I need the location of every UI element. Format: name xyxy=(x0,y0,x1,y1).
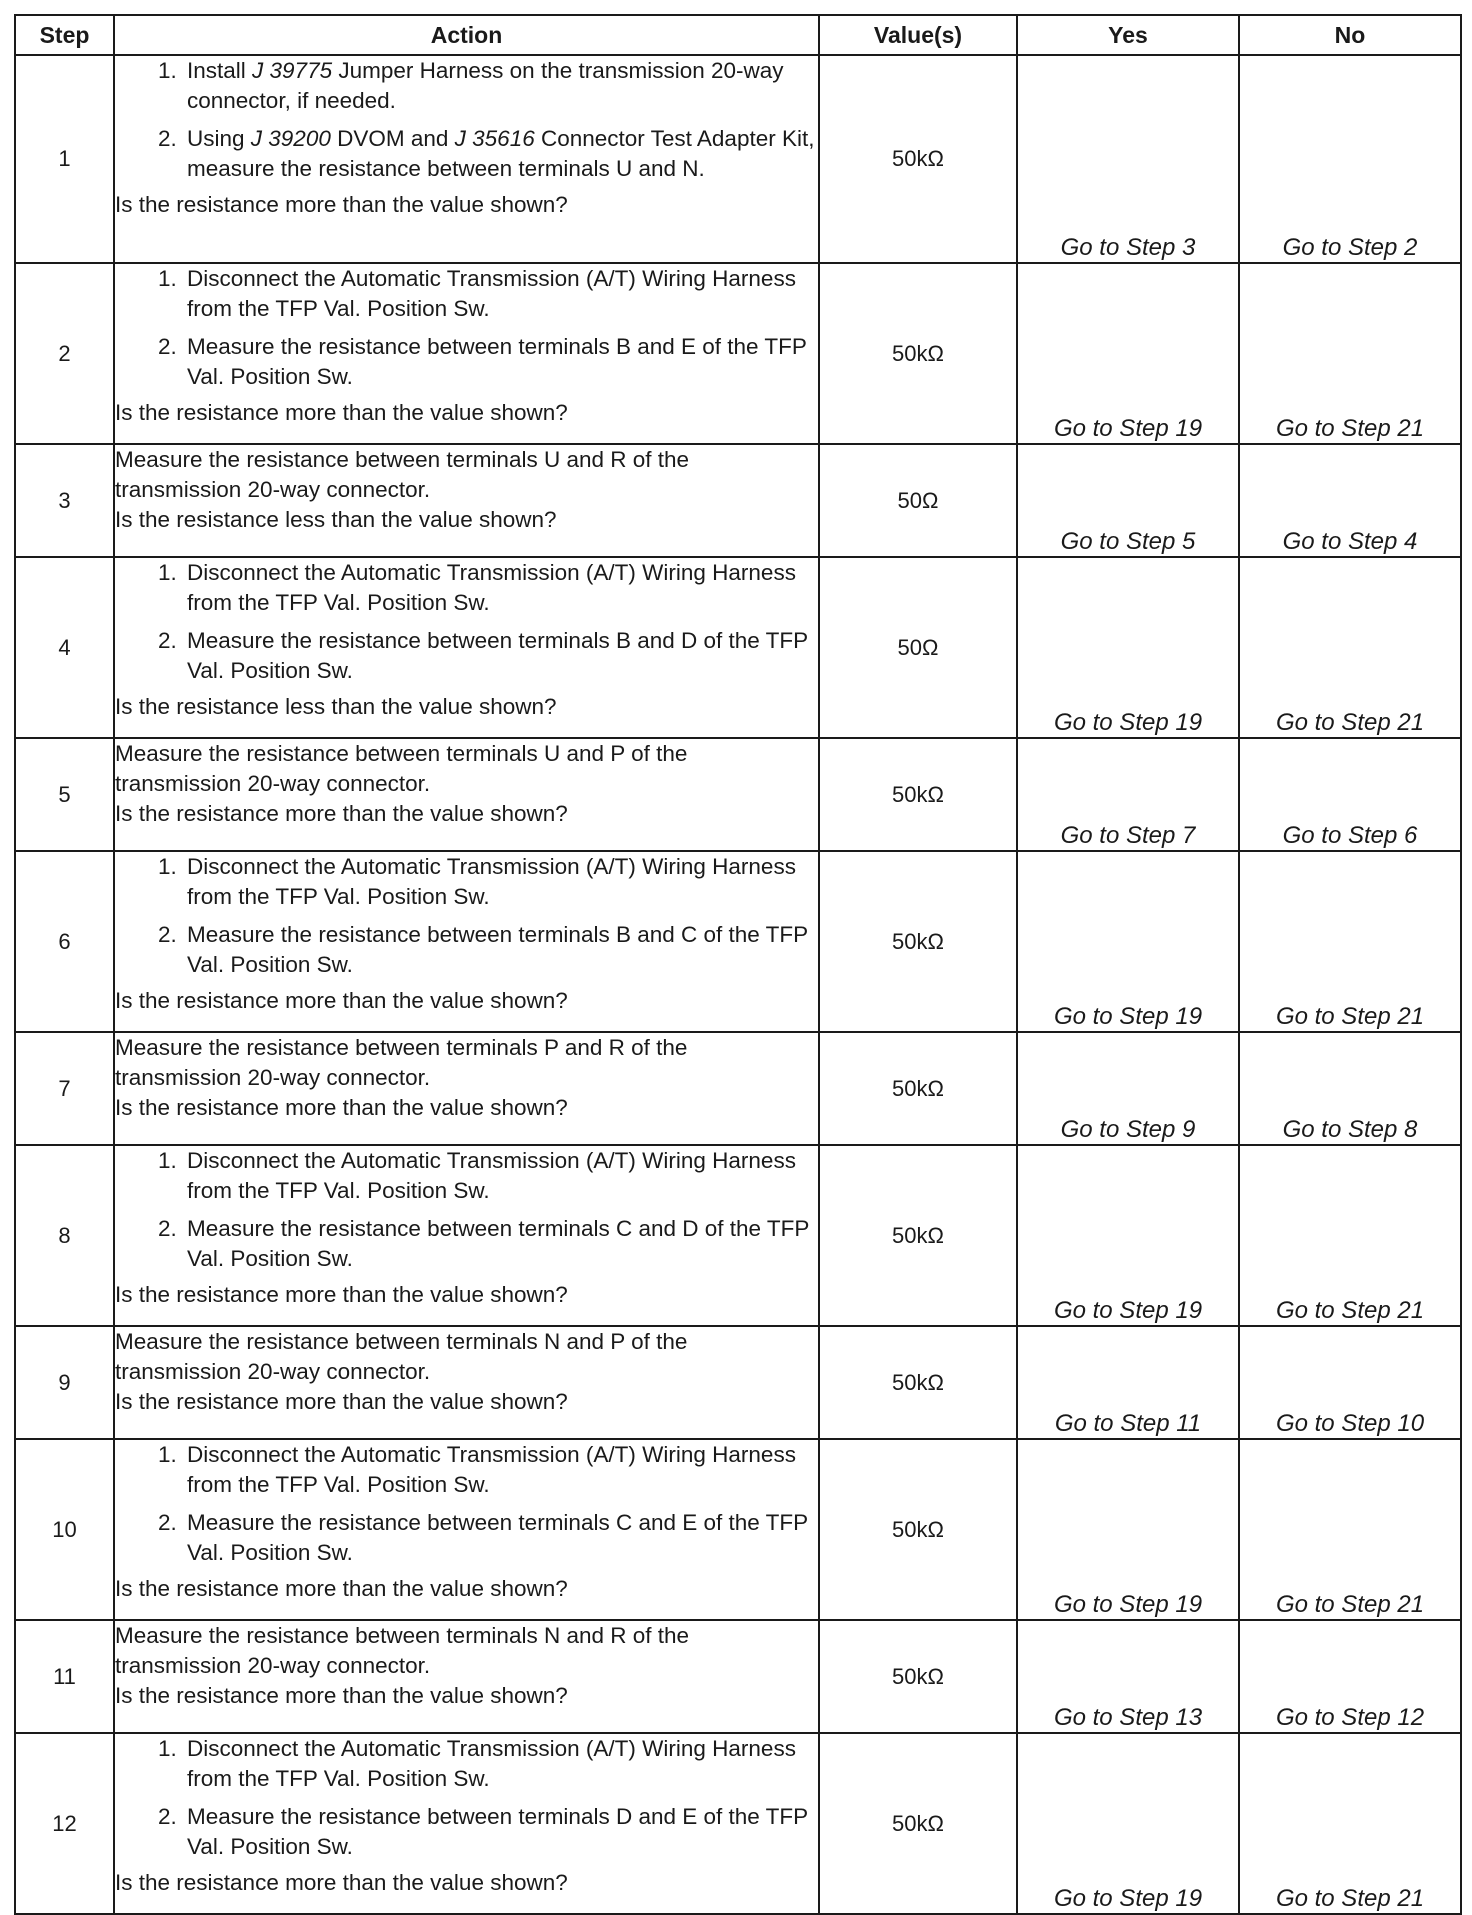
action-step-item xyxy=(183,1508,818,1568)
action-text: Disconnect the Automatic Transmission (A/T) Wiring Harness from the TFP Val. Position Sw. xyxy=(187,1736,796,1791)
action-text: Measure the resistance between terminals C and D of the TFP Val. Position Sw. xyxy=(187,1216,809,1271)
action-question: Is the resistance more than the value shown? xyxy=(115,192,568,217)
yes-cell: Go to Step 5 xyxy=(1017,444,1239,557)
action-text: Measure the resistance between terminals B and C of the TFP Val. Position Sw. xyxy=(187,922,808,977)
action-text: Measure the resistance between terminals B and E of the TFP Val. Position Sw. xyxy=(187,334,807,389)
table-row xyxy=(15,1032,1461,1145)
table-row xyxy=(15,55,1461,263)
no-cell: Go to Step 10 xyxy=(1239,1326,1461,1439)
action-text: Disconnect the Automatic Transmission (A/T) Wiring Harness from the TFP Val. Position Sw. xyxy=(187,560,796,615)
yes-cell: Go to Step 19 xyxy=(1017,1145,1239,1326)
yes-cell: Go to Step 3 xyxy=(1017,55,1239,263)
tool-number: J 35616 xyxy=(454,126,535,151)
action-cell xyxy=(114,1439,819,1620)
table-row xyxy=(15,1620,1461,1733)
header-step: Step xyxy=(15,15,114,55)
action-steps xyxy=(115,56,818,184)
action-question: Is the resistance more than the value shown? xyxy=(115,1282,568,1307)
yes-cell: Go to Step 19 xyxy=(1017,1439,1239,1620)
action-step-item xyxy=(183,920,818,980)
step-number: 12 xyxy=(15,1733,114,1914)
action-text: Measure the resistance between terminals N and R of the transmission 20-way connector. xyxy=(115,1623,690,1678)
yes-cell: Go to Step 7 xyxy=(1017,738,1239,851)
diagnostic-page xyxy=(14,14,1460,1915)
table-row xyxy=(15,263,1461,444)
value-cell: 50kΩ xyxy=(819,1733,1017,1914)
yes-cell: Go to Step 9 xyxy=(1017,1032,1239,1145)
table-body xyxy=(15,55,1461,1914)
no-cell: Go to Step 6 xyxy=(1239,738,1461,851)
action-cell xyxy=(114,738,819,851)
value-cell: 50kΩ xyxy=(819,1439,1017,1620)
no-cell: Go to Step 8 xyxy=(1239,1032,1461,1145)
action-steps xyxy=(115,1146,818,1274)
no-cell: Go to Step 4 xyxy=(1239,444,1461,557)
action-step-item xyxy=(183,1214,818,1274)
action-step-item xyxy=(183,852,818,912)
tool-number: J 39200 xyxy=(250,126,331,151)
diagnostic-table xyxy=(14,14,1462,1915)
tool-number: J 39775 xyxy=(252,58,333,83)
yes-cell: Go to Step 19 xyxy=(1017,851,1239,1032)
value-cell: 50kΩ xyxy=(819,738,1017,851)
action-cell xyxy=(114,557,819,738)
action-step-item xyxy=(183,1734,818,1794)
step-number: 10 xyxy=(15,1439,114,1620)
no-cell: Go to Step 21 xyxy=(1239,1439,1461,1620)
table-row xyxy=(15,444,1461,557)
no-cell: Go to Step 2 xyxy=(1239,55,1461,263)
yes-cell: Go to Step 19 xyxy=(1017,1733,1239,1914)
header-values: Value(s) xyxy=(819,15,1017,55)
step-number: 6 xyxy=(15,851,114,1032)
step-number: 5 xyxy=(15,738,114,851)
value-cell: 50kΩ xyxy=(819,1032,1017,1145)
table-row xyxy=(15,1145,1461,1326)
value-cell: 50kΩ xyxy=(819,851,1017,1032)
action-step-item xyxy=(183,626,818,686)
action-step-item xyxy=(183,56,818,116)
step-number: 2 xyxy=(15,263,114,444)
action-steps xyxy=(115,1440,818,1568)
value-cell: 50kΩ xyxy=(819,1326,1017,1439)
step-number: 4 xyxy=(15,557,114,738)
value-cell: 50Ω xyxy=(819,557,1017,738)
header-yes: Yes xyxy=(1017,15,1239,55)
action-steps xyxy=(115,264,818,392)
action-text: Measure the resistance between terminals U and R of the transmission 20-way connector. xyxy=(115,447,690,502)
action-text: Measure the resistance between terminals C and E of the TFP Val. Position Sw. xyxy=(187,1510,808,1565)
action-cell xyxy=(114,444,819,557)
action-text: Using xyxy=(187,126,251,151)
action-cell xyxy=(114,1620,819,1733)
action-text: Disconnect the Automatic Transmission (A/T) Wiring Harness from the TFP Val. Position Sw. xyxy=(187,1442,796,1497)
step-number: 1 xyxy=(15,55,114,263)
action-cell xyxy=(114,55,819,263)
action-cell xyxy=(114,1032,819,1145)
yes-cell: Go to Step 11 xyxy=(1017,1326,1239,1439)
action-question: Is the resistance more than the value shown? xyxy=(115,1683,568,1708)
action-step-item xyxy=(183,264,818,324)
action-question: Is the resistance more than the value shown? xyxy=(115,1576,568,1601)
table-row xyxy=(15,557,1461,738)
step-number: 8 xyxy=(15,1145,114,1326)
step-number: 11 xyxy=(15,1620,114,1733)
action-steps xyxy=(115,1734,818,1862)
value-cell: 50kΩ xyxy=(819,263,1017,444)
step-number: 7 xyxy=(15,1032,114,1145)
no-cell: Go to Step 12 xyxy=(1239,1620,1461,1733)
action-steps xyxy=(115,558,818,686)
no-cell: Go to Step 21 xyxy=(1239,851,1461,1032)
action-cell xyxy=(114,851,819,1032)
action-text: Measure the resistance between terminals U and P of the transmission 20-way connector. xyxy=(115,741,688,796)
action-question: Is the resistance more than the value shown? xyxy=(115,1870,568,1895)
action-cell xyxy=(114,1145,819,1326)
no-cell: Go to Step 21 xyxy=(1239,1145,1461,1326)
no-cell: Go to Step 21 xyxy=(1239,1733,1461,1914)
action-question: Is the resistance more than the value shown? xyxy=(115,1389,568,1414)
action-steps xyxy=(115,852,818,980)
value-cell: 50kΩ xyxy=(819,1145,1017,1326)
table-row xyxy=(15,851,1461,1032)
value-cell: 50kΩ xyxy=(819,1620,1017,1733)
yes-cell: Go to Step 19 xyxy=(1017,263,1239,444)
step-number: 9 xyxy=(15,1326,114,1439)
action-step-item xyxy=(183,124,818,184)
action-text: Jumper Harness on the transmission 20-way connector, if needed. xyxy=(187,58,784,113)
yes-cell: Go to Step 19 xyxy=(1017,557,1239,738)
action-cell xyxy=(114,1733,819,1914)
action-text: Disconnect the Automatic Transmission (A/T) Wiring Harness from the TFP Val. Position Sw. xyxy=(187,854,796,909)
value-cell: 50kΩ xyxy=(819,55,1017,263)
action-step-item xyxy=(183,1440,818,1500)
action-question: Is the resistance less than the value shown? xyxy=(115,694,557,719)
action-step-item xyxy=(183,558,818,618)
table-row xyxy=(15,1439,1461,1620)
step-number: 3 xyxy=(15,444,114,557)
action-text: DVOM and xyxy=(330,126,455,151)
action-cell xyxy=(114,1326,819,1439)
action-question: Is the resistance more than the value shown? xyxy=(115,988,568,1013)
no-cell: Go to Step 21 xyxy=(1239,263,1461,444)
action-step-item xyxy=(183,1146,818,1206)
action-step-item xyxy=(183,1802,818,1862)
header-row xyxy=(15,15,1461,55)
action-text: Connector Test Adapter Kit, measure the resistance between terminals U and N. xyxy=(187,126,815,181)
action-question: Is the resistance more than the value shown? xyxy=(115,1095,568,1120)
action-cell xyxy=(114,263,819,444)
no-cell: Go to Step 21 xyxy=(1239,557,1461,738)
action-question: Is the resistance more than the value shown? xyxy=(115,801,568,826)
action-text: Measure the resistance between terminals D and E of the TFP Val. Position Sw. xyxy=(187,1804,808,1859)
action-text: Measure the resistance between terminals B and D of the TFP Val. Position Sw. xyxy=(187,628,808,683)
table-row xyxy=(15,738,1461,851)
action-question: Is the resistance less than the value shown? xyxy=(115,507,557,532)
action-text: Install xyxy=(187,58,253,83)
action-text: Measure the resistance between terminals P and R of the transmission 20-way connector. xyxy=(115,1035,688,1090)
action-step-item xyxy=(183,332,818,392)
action-text: Measure the resistance between terminals N and P of the transmission 20-way connector. xyxy=(115,1329,688,1384)
header-no: No xyxy=(1239,15,1461,55)
yes-cell: Go to Step 13 xyxy=(1017,1620,1239,1733)
action-text: Disconnect the Automatic Transmission (A/T) Wiring Harness from the TFP Val. Position Sw. xyxy=(187,1148,796,1203)
table-row xyxy=(15,1326,1461,1439)
value-cell: 50Ω xyxy=(819,444,1017,557)
header-action: Action xyxy=(114,15,819,55)
action-question: Is the resistance more than the value shown? xyxy=(115,400,568,425)
action-text: Disconnect the Automatic Transmission (A/T) Wiring Harness from the TFP Val. Position Sw. xyxy=(187,266,796,321)
table-row xyxy=(15,1733,1461,1914)
